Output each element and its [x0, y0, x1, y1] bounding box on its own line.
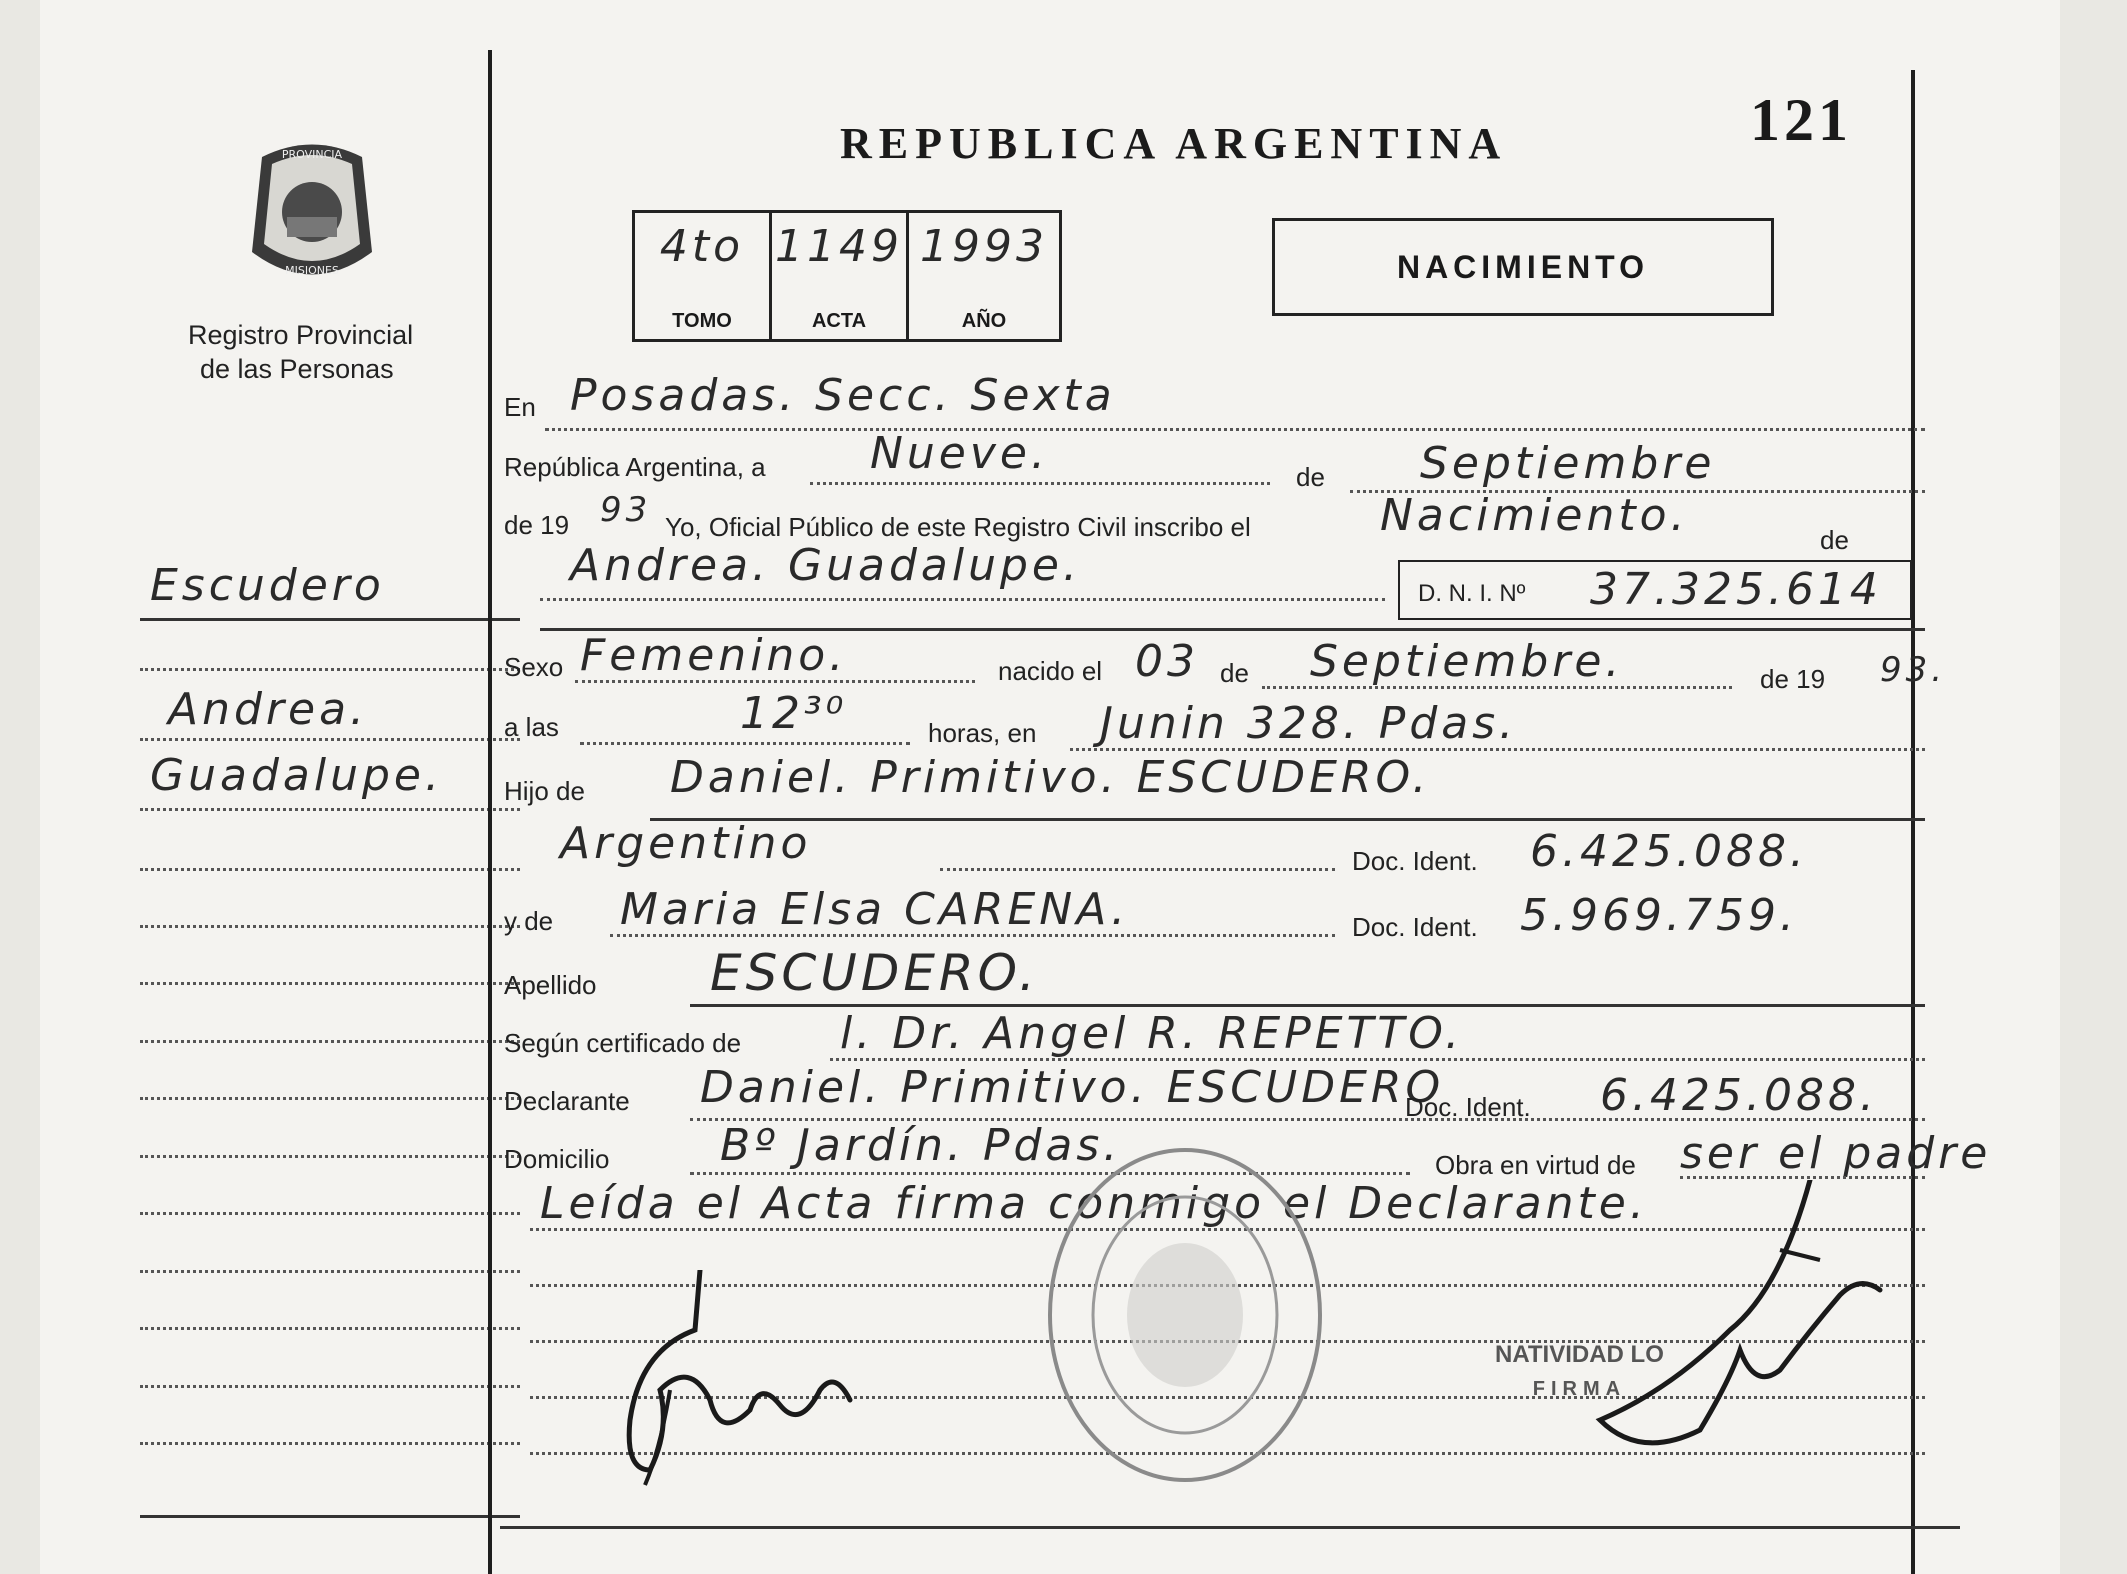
provincial-seal [232, 132, 392, 292]
nacido-label: nacido el [998, 656, 1103, 686]
margin-surname: Escudero [150, 560, 385, 611]
apellido-label: Apellido [504, 970, 597, 1000]
tomo-label: TOMO [672, 310, 732, 332]
domicilio-value: Bº Jardín. Pdas. [720, 1120, 1122, 1171]
declarant-signature [600, 1270, 860, 1490]
doc-label-declarante: Doc. Ident. [1405, 1092, 1531, 1122]
dni-value: 37.325.614 [1590, 564, 1882, 615]
de19-label: de 19 [504, 510, 570, 540]
ano-value: 1993 [920, 221, 1048, 272]
madre-value: Maria Elsa CARENA. [620, 884, 1130, 935]
en-value: Posadas. Secc. Sexta [570, 370, 1116, 421]
margin-second-name: Guadalupe. [150, 750, 443, 801]
sexo-label: Sexo [504, 652, 564, 682]
certificado-label: Según certificado de [504, 1028, 742, 1058]
apellido-value: ESCUDERO. [710, 944, 1039, 1002]
madre-doc: 5.969.759. [1520, 890, 1798, 941]
de19-label-2: de 19 [1760, 664, 1826, 694]
svg-text:PROVINCIA: PROVINCIA [281, 148, 343, 161]
dni-label: D. N. I. Nº [1418, 580, 1526, 607]
doc-label-madre: Doc. Ident. [1352, 912, 1478, 942]
de-label-2: de [1820, 525, 1849, 555]
sexo-value: Femenino. [580, 630, 848, 681]
de-label-1: de [1296, 462, 1325, 492]
yde-label: y de [504, 906, 554, 936]
dni-box [1398, 560, 1912, 620]
acta-value: 1149 [775, 221, 903, 272]
inscribo-value: Nacimiento. [1380, 490, 1689, 541]
margin-first-name: Andrea. [168, 684, 369, 735]
hora-value: 12³⁰ [740, 688, 848, 739]
official-signature [1580, 1180, 1900, 1470]
document-page [40, 0, 2060, 1574]
tomo-value: 4to [659, 221, 745, 272]
horas-label: horas, en [928, 718, 1037, 748]
page-number: 121 [1750, 87, 1852, 153]
closing-text: Leída el Acta firma conmigo el Declarante. [540, 1178, 1648, 1229]
official-stamp-line1: NATIVIDAD LO [1495, 1341, 1664, 1368]
obra-value: ser el padre [1680, 1128, 1992, 1179]
inscribo-label: Yo, Oficial Público de este Registro Civil inscribo el [665, 512, 1251, 542]
birth-month: Septiembre. [1310, 636, 1624, 687]
padre-value: Daniel. Primitivo. ESCUDERO. [670, 752, 1431, 803]
doc-label-padre: Doc. Ident. [1352, 846, 1478, 876]
acta-label: ACTA [811, 310, 867, 332]
declarante-doc: 6.425.088. [1600, 1070, 1878, 1121]
child-name: Andrea. Guadalupe. [570, 540, 1081, 591]
certificado-value: l. Dr. Angel R. REPETTO. [840, 1008, 1464, 1059]
declarante-value: Daniel. Primitivo. ESCUDERO [700, 1062, 1445, 1113]
record-type-box: NACIMIENTO [1272, 218, 1774, 316]
day-written: Nueve. [870, 428, 1049, 479]
registry-name-line2: de las Personas [200, 354, 394, 384]
ano-label: AÑO [961, 310, 1007, 332]
alas-label: a las [504, 712, 559, 742]
month-written: Septiembre [1420, 438, 1716, 489]
registry-name-line1: Registro Provincial [188, 320, 414, 350]
birth-day: 03 [1135, 636, 1199, 687]
en-label: En [504, 392, 536, 422]
hijo-label: Hijo de [504, 776, 585, 806]
republica-label: República Argentina, a [504, 452, 766, 482]
domicilio-label: Domicilio [504, 1144, 610, 1174]
year-suffix: 93 [600, 490, 652, 530]
birth-year-suffix: 93. [1880, 650, 1947, 690]
padre-doc: 6.425.088. [1530, 826, 1808, 877]
country-title: REPUBLICA ARGENTINA [840, 119, 1508, 168]
declarante-label: Declarante [504, 1086, 630, 1116]
padre-nacionalidad: Argentino [560, 818, 812, 869]
registry-stamp [1040, 1140, 1330, 1490]
svg-text:MISIONES: MISIONES [285, 264, 339, 277]
official-stamp-line2: FIRMA [1532, 1378, 1627, 1400]
record-number-box [632, 210, 1062, 342]
obra-label: Obra en virtud de [1435, 1150, 1636, 1180]
de-label-3: de [1220, 658, 1249, 688]
lugar-value: Junin 328. Pdas. [1100, 698, 1518, 749]
